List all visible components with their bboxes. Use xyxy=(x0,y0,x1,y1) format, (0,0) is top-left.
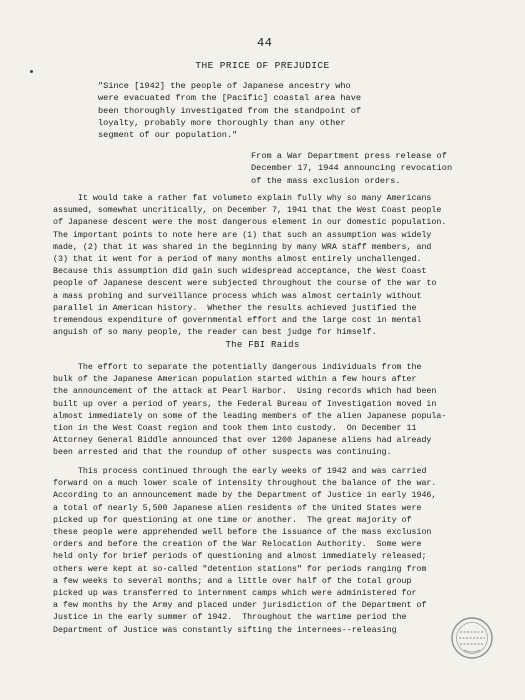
text-line: a few months by the Army and placed under jurisdiction of the Department of xyxy=(53,601,427,611)
text-line: the announcement of the attack at Pearl Harbor. Using records which had been xyxy=(53,387,437,397)
attribution-line: December 17, 1944 announcing revocation xyxy=(251,163,453,174)
page-title: THE PRICE OF PREJUDICE xyxy=(195,60,330,71)
paragraph-intro xyxy=(53,193,493,339)
text-line: The important points to note here are (1) that such an assumption was widely xyxy=(53,230,432,240)
quote-line: were evacuated from the [Pacific] coastal area have xyxy=(98,93,362,104)
text-line: The effort to separate the potentially dangerous individuals from the xyxy=(53,363,422,372)
text-line: a mass probing and surveillance process which was almost certainly without xyxy=(53,291,422,301)
text-line: made, (2) that it was shared in the beginning by many WRA staff members, and xyxy=(53,242,432,252)
text-line: picked up was transferred to internment camps which were administered for xyxy=(53,589,417,599)
text-line: these people were apprehended well before the issuance of the mass exclusion xyxy=(53,528,432,538)
text-line: of Japanese descent were the most dangerous element in our domestic population. xyxy=(53,218,447,228)
text-line: tion in the West Coast region and took them into custody. On December 11 xyxy=(53,424,417,434)
archive-seal-stamp-icon xyxy=(450,616,494,660)
text-line: been arrested and that the roundup of other suspects was continuing. xyxy=(53,448,392,458)
text-line: people of Japanese descent were subjected throughout the course of the war to xyxy=(53,279,437,289)
quote-line: loyalty, probably more thoroughly than any other xyxy=(98,117,346,128)
text-line: picked up for questioning at one time or another. The great majority of xyxy=(53,515,412,525)
text-line: held only for brief periods of questioning and almost immediately released; xyxy=(53,552,427,562)
quote-line: been thoroughly investigated from the standpoint of xyxy=(98,105,362,116)
text-line: parallel in American history. Whether the results achieved justified the xyxy=(53,303,417,313)
attribution-line: of the mass exclusion orders. xyxy=(251,175,401,186)
quote-attribution xyxy=(251,150,471,187)
text-line: tremendous expenditure of governmental effort and the large cost in mental xyxy=(53,316,422,326)
text-line: assumed, somewhat uncritically, on December 7, 1941 that the West Coast people xyxy=(53,206,442,216)
text-line: (3) that it went for a period of many months almost entirely unchallenged. xyxy=(53,255,422,265)
text-line: Justice in the early summer of 1942. Throughout the wartime period the xyxy=(53,613,407,623)
text-line: Department of Justice was constantly sifting the internees--releasing xyxy=(53,625,397,635)
text-line: According to an announcement made by the Department of Justice in early 1946, xyxy=(53,491,437,501)
text-line: It would take a rather fat volumeto explain fully why so many Americans xyxy=(53,194,432,203)
text-line: This process continued through the early weeks of 1942 and was carried xyxy=(53,467,427,476)
text-line: bulk of the Japanese American population started within a few hours after xyxy=(53,375,417,385)
text-line: a total of nearly 5,500 Japanese alien residents of the United States were xyxy=(53,503,422,513)
paragraph-process xyxy=(53,466,493,637)
page-number: 44 xyxy=(257,36,273,50)
text-line: anguish of so many people, the reader can best judge for himself. xyxy=(53,328,377,338)
text-line: almost immediately on some of the leading members of the alien Japanese popula- xyxy=(53,411,447,421)
text-line: built up over a period of years, the Federal Bureau of Investigation moved in xyxy=(53,399,437,409)
quote-line: segment of our population." xyxy=(98,130,238,141)
section-heading: The FBI Raids xyxy=(225,340,300,350)
quote-line: "Since [1942] the people of Japanese ancestry who xyxy=(98,81,351,91)
text-line: Because this assumption did gain such widespread acceptance, the West Coast xyxy=(53,267,427,277)
paragraph-fbi-raids xyxy=(53,362,493,460)
attribution-line: From a War Department press release of xyxy=(251,151,447,161)
text-line: a few weeks to several months; and a little over half of the total group xyxy=(53,576,412,586)
epigraph-quote xyxy=(98,80,398,141)
text-line: others were kept at so-called "detention stations" for periods ranging from xyxy=(53,564,427,574)
text-line: Attorney General Biddle announced that over 1200 Japanese aliens had already xyxy=(53,436,432,446)
text-line: orders and before the creation of the War Relocation Authority. Some were xyxy=(53,540,422,550)
text-line: forward on a much lower scale of intensity throughout the balance of the war. xyxy=(53,479,437,489)
